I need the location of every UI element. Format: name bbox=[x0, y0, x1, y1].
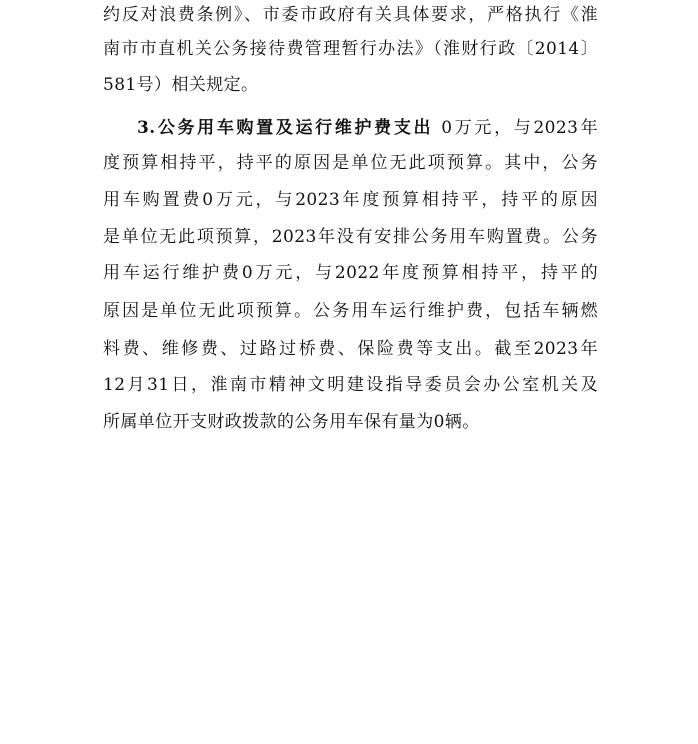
paragraph1-line1: 约反对浪费条例》、市委市政府有关具体要求，严格执行《淮 bbox=[103, 5, 598, 25]
paragraph2-line1-text: 0万元，与2023年 bbox=[441, 118, 598, 138]
section-heading: 3.公务用车购置及运行维护费支出 bbox=[137, 118, 434, 138]
paragraph2-line7: 料费、维修费、过路过桥费、保险费等支出。截至2023年 bbox=[103, 339, 598, 359]
paragraph2-line6: 原因是单位无此项预算。公务用车运行维护费，包括车辆燃 bbox=[103, 301, 598, 321]
paragraph1-line2: 南市市直机关公务接待费管理暂行办法》（淮财行政〔2014〕 bbox=[103, 39, 598, 59]
paragraph2-line4: 是单位无此项预算，2023年没有安排公务用车购置费。公务 bbox=[103, 227, 598, 247]
paragraph1-line3: 581号）相关规定。 bbox=[103, 75, 259, 95]
paragraph2-line1 bbox=[137, 113, 598, 143]
paragraph2-line5: 用车运行维护费0万元，与2022年度预算相持平，持平的 bbox=[103, 263, 598, 283]
paragraph2-line2: 度预算相持平，持平的原因是单位无此项预算。其中，公务 bbox=[103, 153, 598, 173]
paragraph2-line3: 用车购置费0万元，与2023年度预算相持平，持平的原因 bbox=[103, 190, 598, 210]
paragraph2-line8: 12月31日，淮南市精神文明建设指导委员会办公室机关及 bbox=[103, 375, 598, 395]
paragraph2-line9: 所属单位开支财政拨款的公务用车保有量为0辆。 bbox=[103, 412, 480, 432]
